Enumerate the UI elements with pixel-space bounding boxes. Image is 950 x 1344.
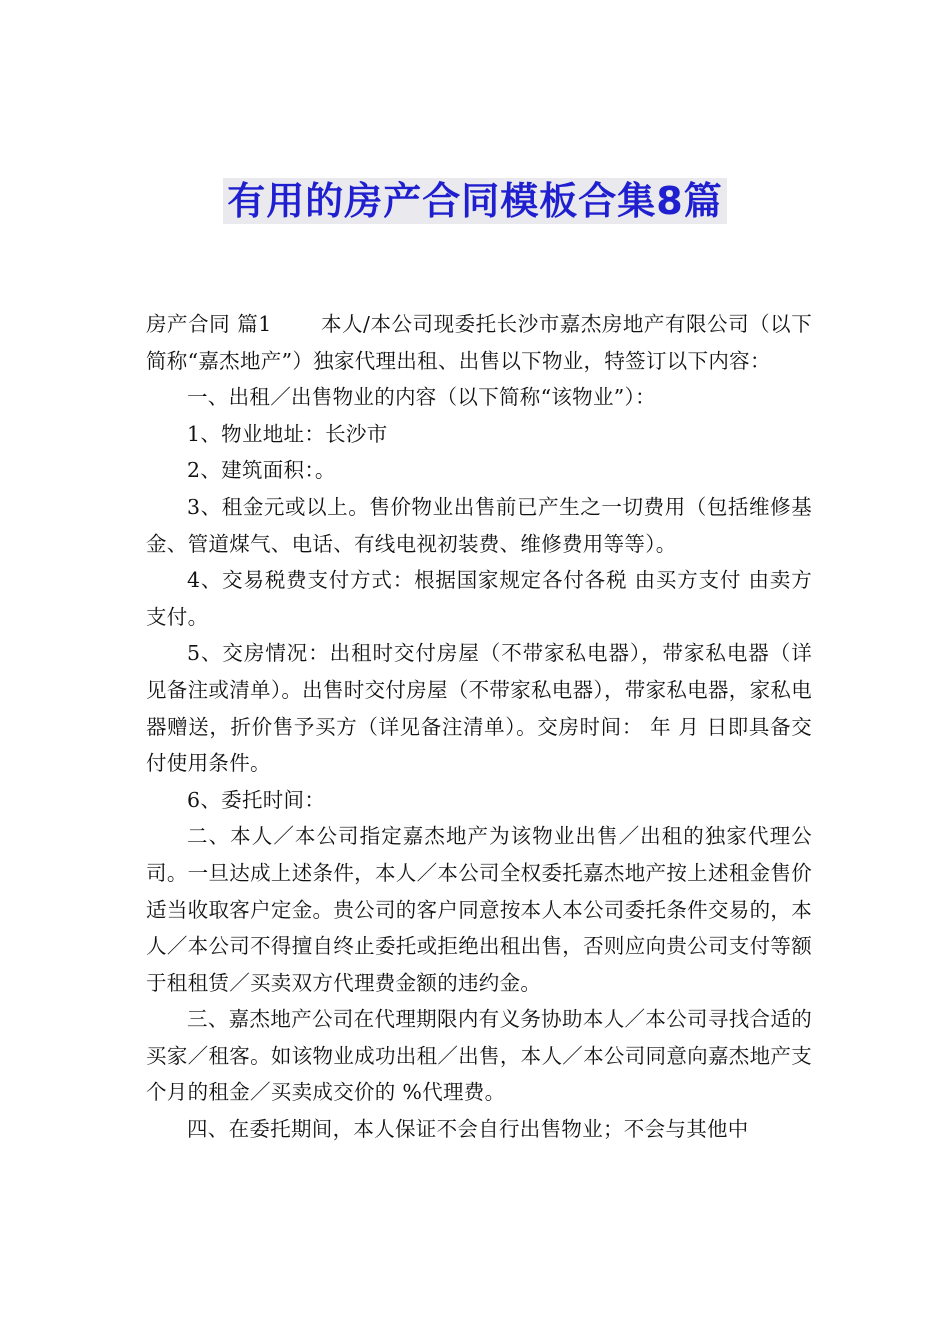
paragraph-section-4: 四、在委托期间，本人保证不会自行出售物业；不会与其他中 [187,1117,749,1142]
paragraph-item-4: 4、交易税费支付方式：根据国家规定各付各税 由买方支付 由卖方支付。 [146,568,812,629]
paragraph-section-1: 一、出租／出售物业的内容（以下简称“该物业”）： [187,385,656,410]
paragraph-item-2: 2、建筑面积：。 [187,458,336,483]
paragraph-section-3: 三、嘉杰地产公司在代理期限内有义务协助本人／本公司寻找合适的买家／租客。如该物业成功出租／出售，本人／本公司同意向嘉杰地产支 个月的租金／买卖成交价的 %代理费。 [146,1007,819,1105]
paragraph-item-1: 1、物业地址：长沙市 [187,421,388,446]
paragraph-item-5: 5、交房情况：出租时交付房屋（不带家私电器），带家私电器（详见备注或清单）。出售时交付房屋（不带家私电器），带家私电器，家私电器赠送，折价售予买方（详见备注清单）。交房时间： 年 月 日即具备交付使用条件。 [146,641,812,776]
paragraph-intro: 房产合同 篇1 本人/本公司现委托长沙市嘉杰房地产有限公司（以下简称“嘉杰地产”）独家代理出租、出售以下物业，特签订以下内容： [146,312,812,373]
title-block [0,178,950,224]
document-body [146,306,819,1148]
document-title: 有用的房产合同模板合集8篇 [223,178,726,224]
paragraph-section-2: 二、本人／本公司指定嘉杰地产为该物业出售／出租的独家代理公司。一旦达成上述条件，本人／本公司全权委托嘉杰地产按上述租金售价适当收取客户定金。贵公司的客户同意按本人本公司委托条件交易的，本人／本公司不得擅自终止委托或拒绝出租出售，否则应向贵公司支付等额于租租赁／买卖双方代理费金额的违约金。 [146,824,812,995]
paragraph-item-6: 6、委托时间： [187,787,326,812]
paragraph-item-3: 3、租金元或以上。售价物业出售前已产生之一切费用（包括维修基金、管道煤气、电话、有线电视初装费、维修费用等等）。 [146,494,812,556]
